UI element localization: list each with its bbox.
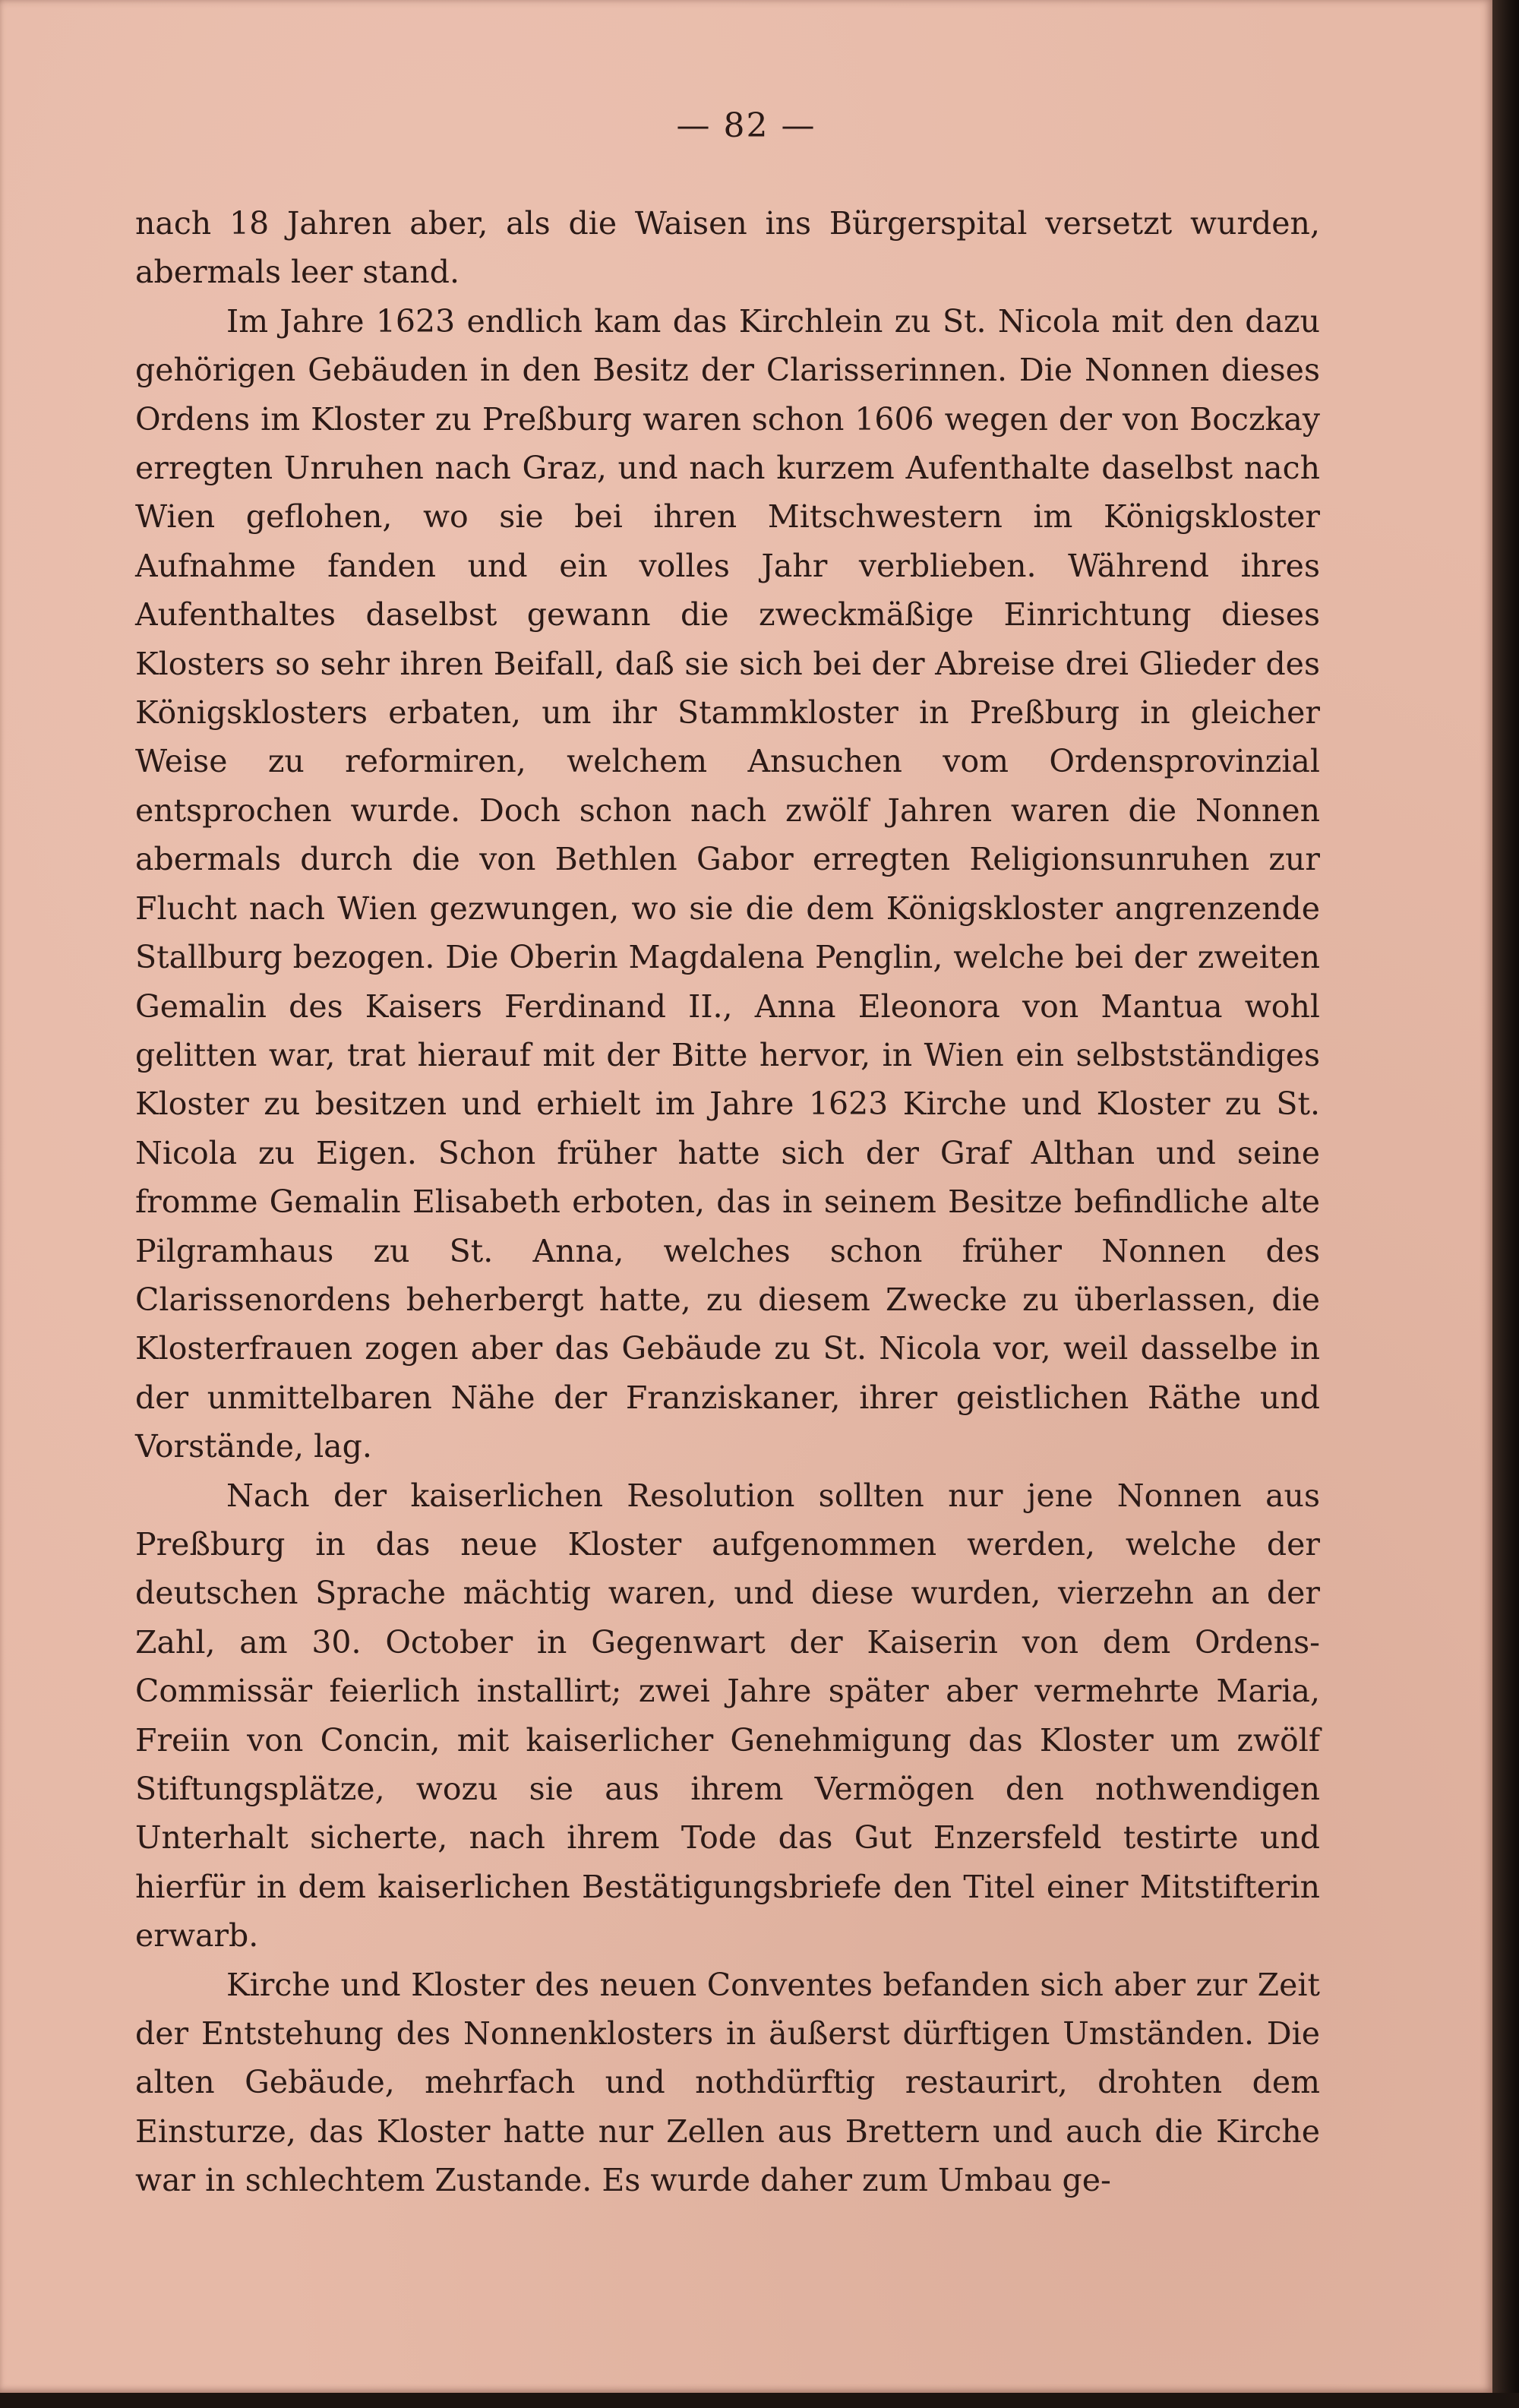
paragraph-resolution: Nach der kaiserlichen Resolution sollten nur jene Nonnen aus Preßburg in das neue Kloster aufgenommen werden, welche der deutschen Sprache mächtig waren, und diese wurden, vierzehn an der Zahl, am 30. October in Gegenwart der Kaiserin von dem Ordens-Commissär feierlich installirt; zwei Jahre später aber vermehrte Maria, Freiin von Concin, mit kaiserlicher Genehmigung das Kloster um zwölf Stiftungsplätze, wozu sie aus ihrem Vermögen den nothwendigen Unterhalt sicherte, nach ihrem Tode das Gut Enzersfeld testirte und hierfür in dem kaiserlichen Bestätigungsbriefe den Titel einer Mitstifterin erwarb. (135, 1477, 1320, 1955)
body-text (135, 199, 1320, 2205)
page-number: — 82 — (676, 106, 816, 145)
book-spine (1492, 0, 1519, 2408)
page-bottom-edge (0, 2393, 1519, 2408)
paragraph-clarisserinnen: Im Jahre 1623 endlich kam das Kirchlein zu St. Nicola mit den dazu gehörigen Gebäuden in den Besitz der Clarisserinnen. Die Nonnen dieses Ordens im Kloster zu Preßburg waren schon 1606 wegen der von Boczkay erregten Unruhen nach Graz, und nach kurzem Aufenthalte daselbst nach Wien geflohen, wo sie bei ihren Mitschwestern im Königskloster Aufnahme fanden und ein volles Jahr verblieben. Während ihres Aufenthaltes daselbst gewann die zweckmäßige Einrichtung dieses Klosters so sehr ihren Beifall, daß sie sich bei der Abreise drei Glieder des Königsklosters erbaten, um ihr Stammkloster in Preßburg in gleicher Weise zu reformiren, welchem Ansuchen vom Ordensprovinzial entsprochen wurde. Doch schon nach zwölf Jahren waren die Nonnen abermals durch die von Bethlen Gabor erregten Religionsunruhen zur Flucht nach Wien gezwungen, wo sie die dem Königskloster angrenzende Stallburg bezogen. Die Oberin Magdalena Penglin, welche bei der zweiten Gemalin des Kaisers Ferdinand II., Anna Eleonora von Mantua wohl gelitten war, trat hierauf mit der Bitte hervor, in Wien ein selbstständiges Kloster zu besitzen und erhielt im Jahre 1623 Kirche und Kloster zu St. Nicola zu Eigen. Schon früher hatte sich der Graf Althan und seine fromme Gemalin Elisabeth erboten, das in seinem Besitze befindliche alte Pilgramhaus zu St. Anna, welches schon früher Nonnen des Clarissenordens beherbergt hatte, zu diesem Zwecke zu überlassen, die Klosterfrauen zogen aber das Gebäude zu St. Nicola vor, weil dasselbe in der unmittelbaren Nähe der Franziskaner, ihrer geistlichen Räthe und Vorstände, lag. (135, 302, 1320, 1465)
paragraph-convent: Kirche und Kloster des neuen Conventes befanden sich aber zur Zeit der Entstehung des Nonnenklosters in äußerst dürftigen Umständen. Die alten Gebäude, mehrfach und nothdürftig restaurirt, drohten dem Einsturze, das Kloster hatte nur Zellen aus Brettern und auch die Kirche war in schlechtem Zustande. Es wurde daher zum Umbau ge- (135, 1966, 1320, 2199)
paragraph-continuation: nach 18 Jahren aber, als die Waisen ins Bürgerspital versetzt wurden, abermals leer stand. (135, 205, 1320, 291)
